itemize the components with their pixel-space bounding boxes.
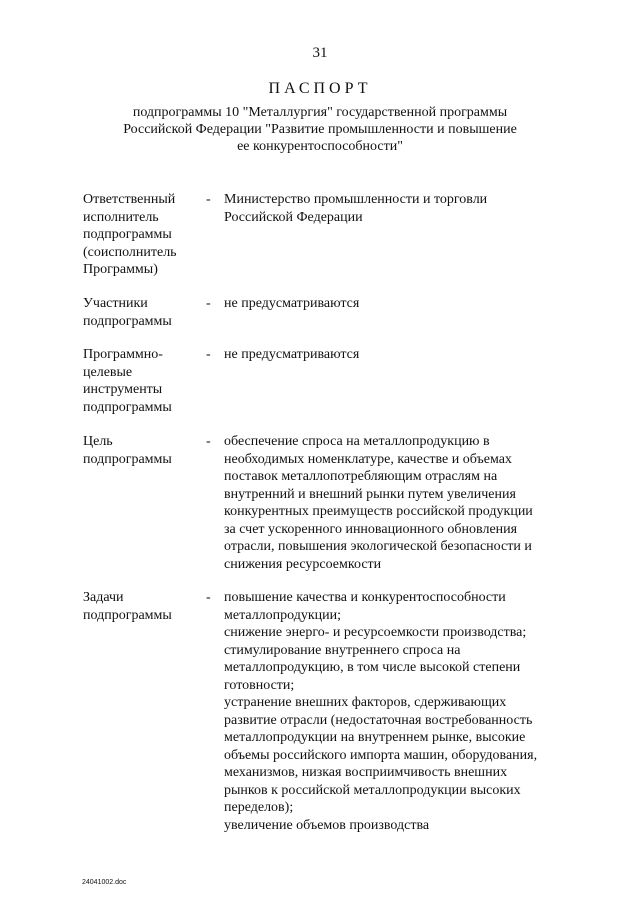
row-content	[224, 589, 579, 834]
content-line: конкурентных преимуществ российской продукции	[224, 504, 533, 519]
label-line: подпрограммы	[83, 399, 172, 415]
content-line: переделов);	[224, 800, 294, 815]
page-number: 31	[312, 45, 328, 61]
content-line: развитие отрасли (недостаточная востребованность	[224, 712, 533, 728]
row-dash: -	[206, 434, 211, 449]
content-line: Российской Федерации	[224, 209, 363, 225]
content-line: объемы российского импорта машин, оборудования,	[224, 747, 538, 763]
content-line: готовности;	[224, 677, 295, 693]
row-label	[83, 346, 198, 416]
label-line: подпрограммы	[83, 227, 172, 242]
content-line: обеспечение спроса на металлопродукцию в	[224, 434, 490, 449]
content-line: повышение качества и конкурентоспособности	[224, 590, 506, 605]
row-content	[224, 191, 579, 226]
content-line: не предусматриваются	[224, 347, 360, 362]
subtitle-line: ее конкурентоспособности"	[237, 139, 403, 154]
document-title: ПАСПОРТ	[268, 80, 372, 97]
label-line: Задачи	[83, 590, 124, 605]
content-line: за счет ускоренного инновационного обновления	[224, 521, 518, 537]
content-line: Министерство промышленности и торговли	[224, 192, 488, 207]
document-subtitle	[80, 104, 560, 155]
content-line: механизмов, низкая восприимчивость внешних	[224, 765, 508, 780]
content-line: отрасли, повышения экологической безопасности и	[224, 539, 532, 554]
content-line: металлопродукции;	[224, 607, 342, 623]
row-label	[83, 589, 198, 624]
row-dash: -	[206, 192, 211, 207]
label-line: целевые	[83, 364, 133, 380]
row-content	[224, 295, 579, 313]
row-label	[83, 295, 198, 330]
content-line: снижение энерго- и ресурсоемкости производства;	[224, 625, 527, 640]
label-line: Цель	[83, 434, 113, 449]
content-line: поставок металлопотребляющим отраслям на	[224, 469, 498, 484]
content-line: металлопродукции на внутреннем рынке, высокие	[224, 730, 526, 745]
label-line: Ответственный	[83, 192, 176, 207]
row-content	[224, 346, 579, 364]
label-line: Участники	[83, 296, 148, 311]
row-dash: -	[206, 296, 211, 311]
content-line: не предусматриваются	[224, 296, 360, 311]
label-line: Программы)	[83, 262, 158, 277]
subtitle-line: Российской Федерации "Развитие промышленности и повышение	[123, 122, 517, 137]
label-line: инструменты	[83, 382, 163, 397]
row-dash: -	[206, 347, 211, 362]
content-line: необходимых номенклатуре, качестве и объемах	[224, 451, 512, 467]
content-line: увеличение объемов производства	[224, 817, 430, 833]
row-label	[83, 191, 198, 279]
content-line: металлопродукцию, в том числе высокой степени	[224, 660, 521, 675]
subtitle-line: подпрограммы 10 "Металлургия" государственной программы	[132, 105, 508, 120]
label-line: (соисполнитель	[83, 244, 177, 260]
row-dash: -	[206, 590, 211, 605]
label-line: исполнитель	[83, 209, 159, 225]
content-line: внутренний и внешний рынки путем увеличения	[224, 486, 516, 502]
content-line: стимулирование внутреннего спроса на	[224, 642, 461, 658]
row-content	[224, 433, 579, 573]
label-line: подпрограммы	[83, 607, 172, 623]
footer-filename: 24041002.doc	[82, 879, 127, 886]
label-line: подпрограммы	[83, 313, 172, 329]
label-line: подпрограммы	[83, 451, 172, 467]
content-line: устранение внешних факторов, сдерживающих	[224, 695, 507, 710]
content-line: рынков к российской металлопродукции высоких	[224, 782, 521, 798]
content-line: снижения ресурсоемкости	[224, 556, 382, 572]
row-label	[83, 433, 198, 468]
label-line: Программно-	[83, 347, 163, 362]
